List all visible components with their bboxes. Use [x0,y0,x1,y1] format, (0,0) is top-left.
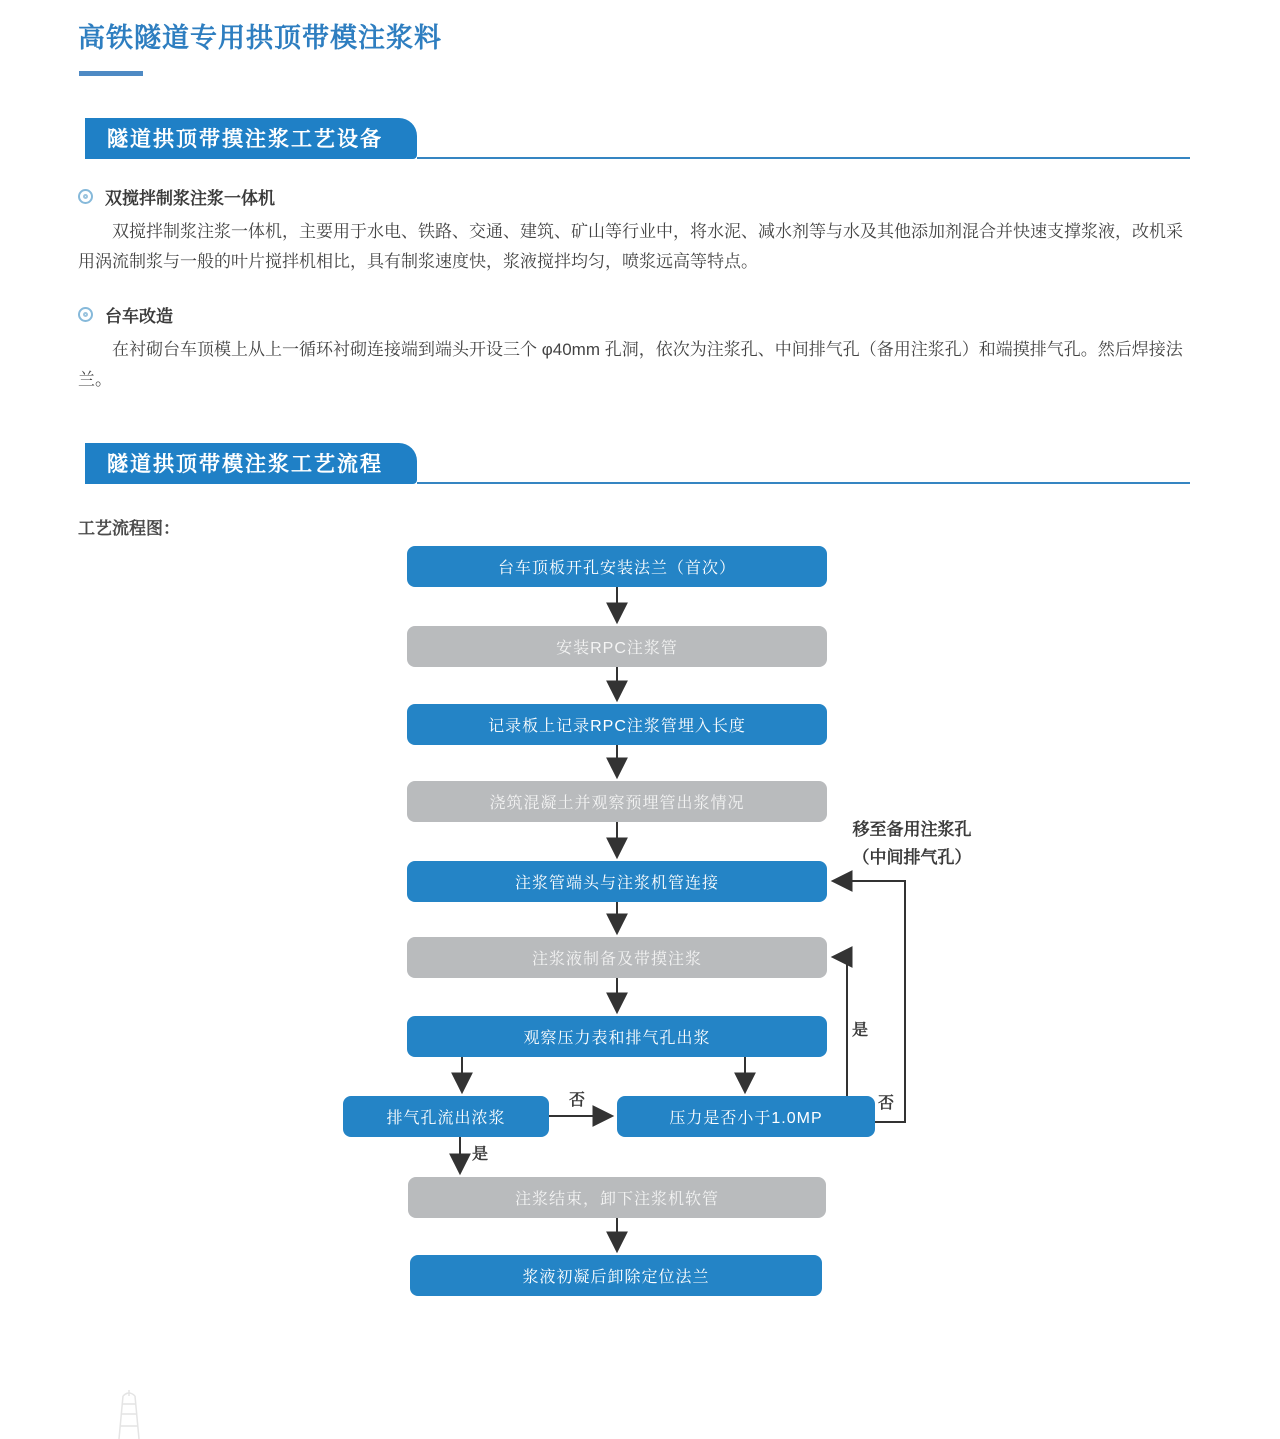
item-heading: 双搅拌制浆注浆一体机 [105,189,275,208]
double-circle-bullet-icon [78,189,93,204]
list-item [78,302,1192,327]
equipment-section-body [78,184,1192,395]
title-underline-rule [79,71,143,76]
flow-step-box: 浆液初凝后卸除定位法兰 [410,1255,822,1296]
flow-step-box: 浇筑混凝土并观察预埋管出浆情况 [407,781,827,822]
annotation-line: 移至备用注浆孔 [852,820,972,839]
item-paragraph: 在衬砌台车顶模上从上一循环衬砌连接端到端头开设三个 φ40mm 孔洞，依次为注浆孔、中间排气孔（备用注浆孔）和端摸排气孔。然后焊接法兰。 [78,340,1183,389]
decision-label-no: 否 [568,1092,585,1109]
double-circle-bullet-icon [78,307,93,322]
equipment-section-header-row [85,118,1190,159]
process-section-header: 隧道拱顶带模注浆工艺流程 [85,443,417,484]
flow-step-box: 注浆液制备及带摸注浆 [407,937,827,978]
flow-step-box: 台车顶板开孔安装法兰（首次） [407,546,827,587]
list-item [78,184,1192,209]
decision-label-yes: 是 [472,1146,489,1163]
annotation-line: （中间排气孔） [852,848,972,867]
process-flowchart [0,539,1280,1329]
process-section-header-row [85,443,1190,484]
equipment-section-header: 隧道拱顶带摸注浆工艺设备 [85,118,417,159]
item-heading: 台车改造 [105,307,173,326]
faint-tower-watermark [95,1388,175,1439]
decision-label-no: 否 [878,1095,895,1112]
flow-step-box: 记录板上记录RPC注浆管埋入长度 [407,704,827,745]
flow-decision-box: 排气孔流出浓浆 [343,1096,549,1137]
flow-step-box: 注浆结束，卸下注浆机软管 [408,1177,826,1218]
item-paragraph: 双搅拌制浆注浆一体机，主要用于水电、铁路、交通、建筑、矿山等行业中，将水泥、减水剂等与水及其他添加剂混合并快速支撑浆液，改机采用涡流制浆与一般的叶片搅拌机相比，具有制浆速度快，浆液搅拌均匀，喷浆远高等特点。 [78,222,1183,271]
page-title: 高铁隧道专用拱顶带模注浆料 [78,23,442,53]
flow-step-box: 注浆管端头与注浆机管连接 [407,861,827,902]
section-header-rule [417,157,1190,159]
diagram-label: 工艺流程图： [78,519,180,538]
flow-step-box: 观察压力表和排气孔出浆 [407,1016,827,1057]
flow-decision-box: 压力是否小于1.0MP [617,1096,875,1137]
flow-step-box: 安装RPC注浆管 [407,626,827,667]
section-header-rule [417,482,1190,484]
decision-label-yes: 是 [852,1022,869,1039]
loopback-annotation [836,816,988,872]
